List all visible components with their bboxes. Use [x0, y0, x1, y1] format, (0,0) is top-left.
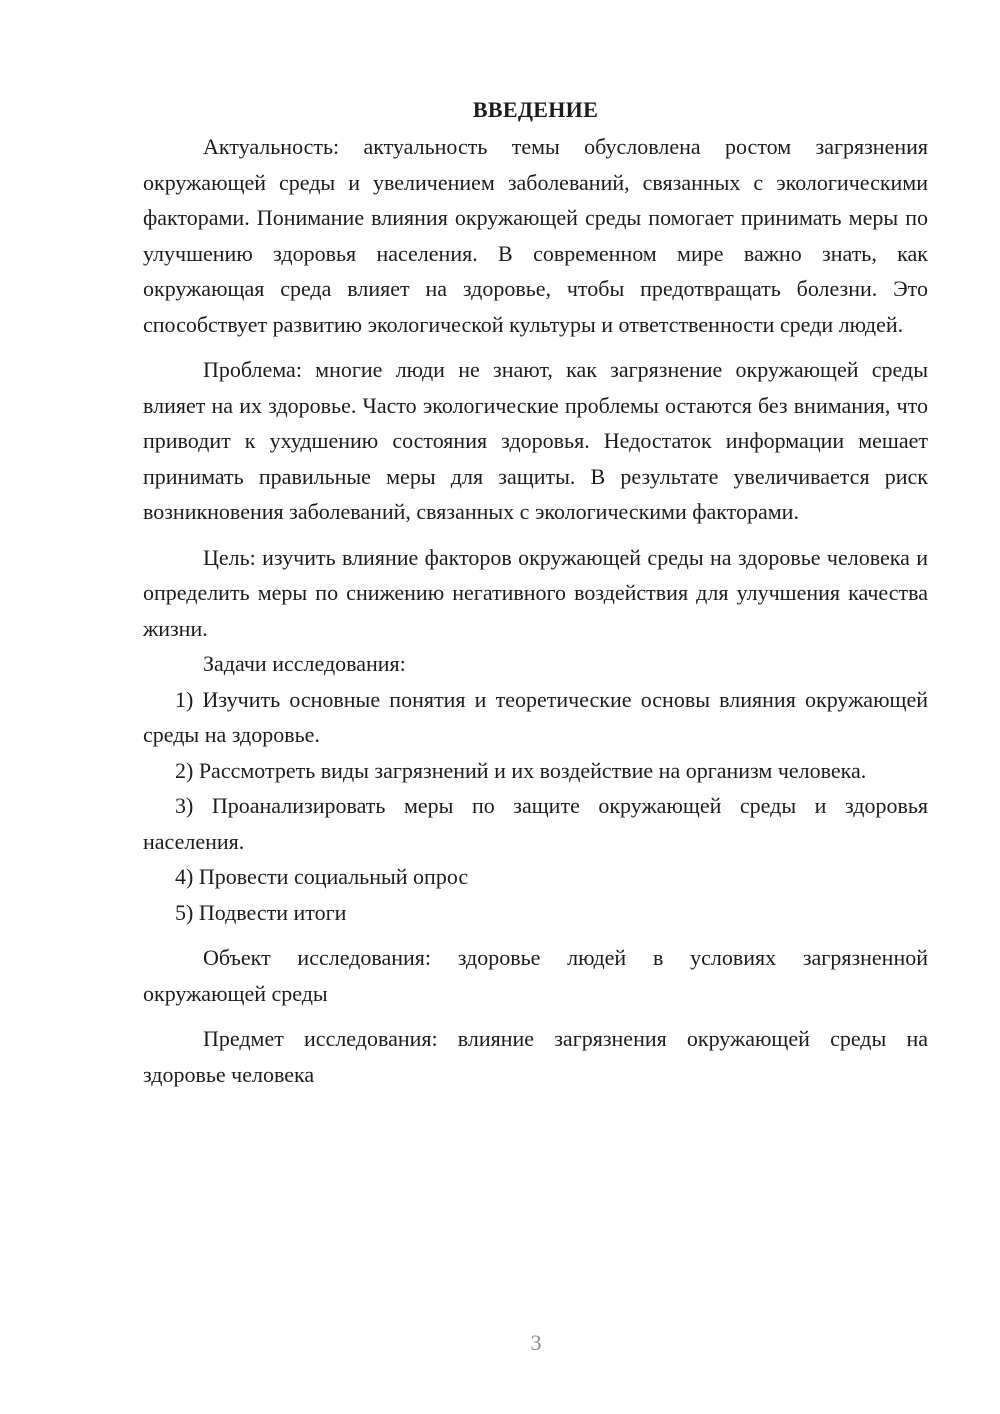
tasks-heading: Задачи исследования:: [203, 651, 406, 676]
research-subject-paragraph: Предмет исследования: влияние загрязнения окружающей среды на здоровье человека: [143, 1026, 928, 1087]
research-object-paragraph: Объект исследования: здоровье людей в условиях загрязненной окружающей среды: [143, 945, 928, 1006]
task-item-1: 1) Изучить основные понятия и теоретические основы влияния окружающей среды на здоровье.: [143, 686, 928, 747]
goal-paragraph: Цель: изучить влияние факторов окружающей среды на здоровье человека и определить меры по снижению негативного воздействия для улучшения качества жизни.: [143, 544, 928, 641]
task-item-3: 3) Проанализировать меры по защите окружающей среды и здоровья населения.: [143, 793, 928, 854]
document-body: [143, 92, 928, 1092]
relevance-paragraph: Актуальность: актуальность темы обусловлена ростом загрязнения окружающей среды и увеличением заболеваний, связанных с экологическими факторами. Понимание влияния окружающей среды помогает принимать меры по улучшению здоровья населения. В современном мире важно знать, как окружающая среда влияет на здоровье, чтобы предотвращать болезни. Это способствует развитию экологической культуры и ответственности среди людей.: [143, 134, 928, 337]
task-item-2: 2) Рассмотреть виды загрязнений и их воздействие на организм человека.: [175, 757, 867, 783]
section-title: ВВЕДЕНИЕ: [472, 97, 599, 122]
task-item-4: 4) Провести социальный опрос: [175, 864, 469, 889]
problem-paragraph: Проблема: многие люди не знают, как загрязнение окружающей среды влияет на их здоровье. Часто экологические проблемы остаются без внимания, что приводит к ухудшению состояния здоровья. Недостаток информации мешает принимать правильные меры для защиты. В результате увеличивается риск возникновения заболеваний, связанных с экологическими факторами.: [143, 357, 928, 524]
page-number: 3: [530, 1330, 542, 1355]
task-item-5: 5) Подвести итоги: [175, 899, 347, 925]
